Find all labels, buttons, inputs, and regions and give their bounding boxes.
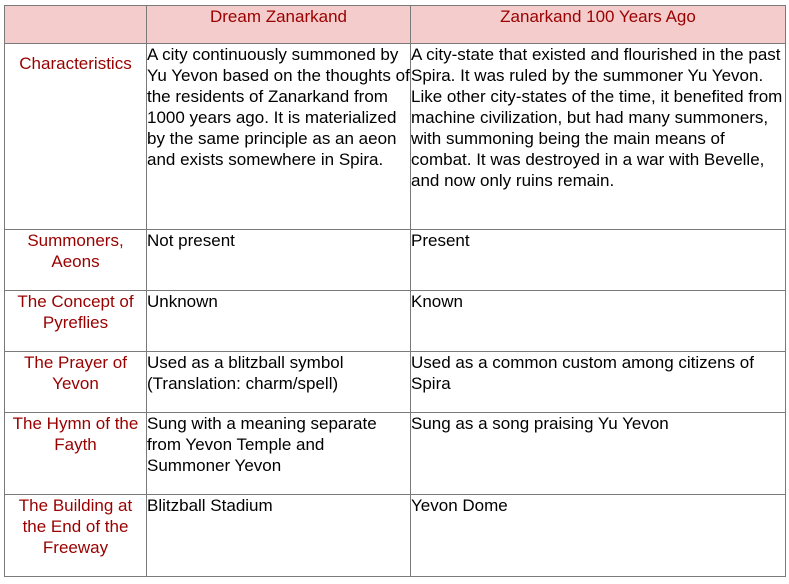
table-row xyxy=(5,352,786,413)
past-cell: Used as a common custom among citizens of Spira xyxy=(411,352,786,413)
row-header: Summoners, Aeons xyxy=(5,230,147,291)
comparison-table xyxy=(4,5,786,577)
table-row xyxy=(5,291,786,352)
past-cell: Present xyxy=(411,230,786,291)
row-header: Characteristics xyxy=(5,44,147,230)
past-cell: Known xyxy=(411,291,786,352)
header-dream-zanarkand: Dream Zanarkand xyxy=(147,6,411,44)
table-row xyxy=(5,495,786,577)
header-corner-cell xyxy=(5,6,147,44)
header-row xyxy=(5,6,786,44)
row-header: The Hymn of the Fayth xyxy=(5,413,147,495)
dream-cell: Unknown xyxy=(147,291,411,352)
row-header: The Concept of Pyreflies xyxy=(5,291,147,352)
past-cell: A city-state that existed and flourished in the past Spira. It was ruled by the summoner Yu Yevon. Like other city-states of the time, it benefited from machine civilization, but had many summoners, with summoning being the main means of combat. It was destroyed in a war with Bevelle, and now only ruins remain. xyxy=(411,44,786,230)
row-header: The Prayer of Yevon xyxy=(5,352,147,413)
row-header: The Building at the End of the Freeway xyxy=(5,495,147,577)
table-row xyxy=(5,230,786,291)
past-cell: Sung as a song praising Yu Yevon xyxy=(411,413,786,495)
table-row xyxy=(5,44,786,230)
dream-cell: A city continuously summoned by Yu Yevon based on the thoughts of the residents of Zanarkand from 1000 years ago. It is materialized by the same principle as an aeon and exists somewhere in Spira. xyxy=(147,44,411,230)
dream-cell: Used as a blitzball symbol (Translation: charm/spell) xyxy=(147,352,411,413)
table-row xyxy=(5,413,786,495)
dream-cell: Blitzball Stadium xyxy=(147,495,411,577)
header-zanarkand-past: Zanarkand 100 Years Ago xyxy=(411,6,786,44)
dream-cell: Not present xyxy=(147,230,411,291)
dream-cell: Sung with a meaning separate from Yevon Temple and Summoner Yevon xyxy=(147,413,411,495)
past-cell: Yevon Dome xyxy=(411,495,786,577)
